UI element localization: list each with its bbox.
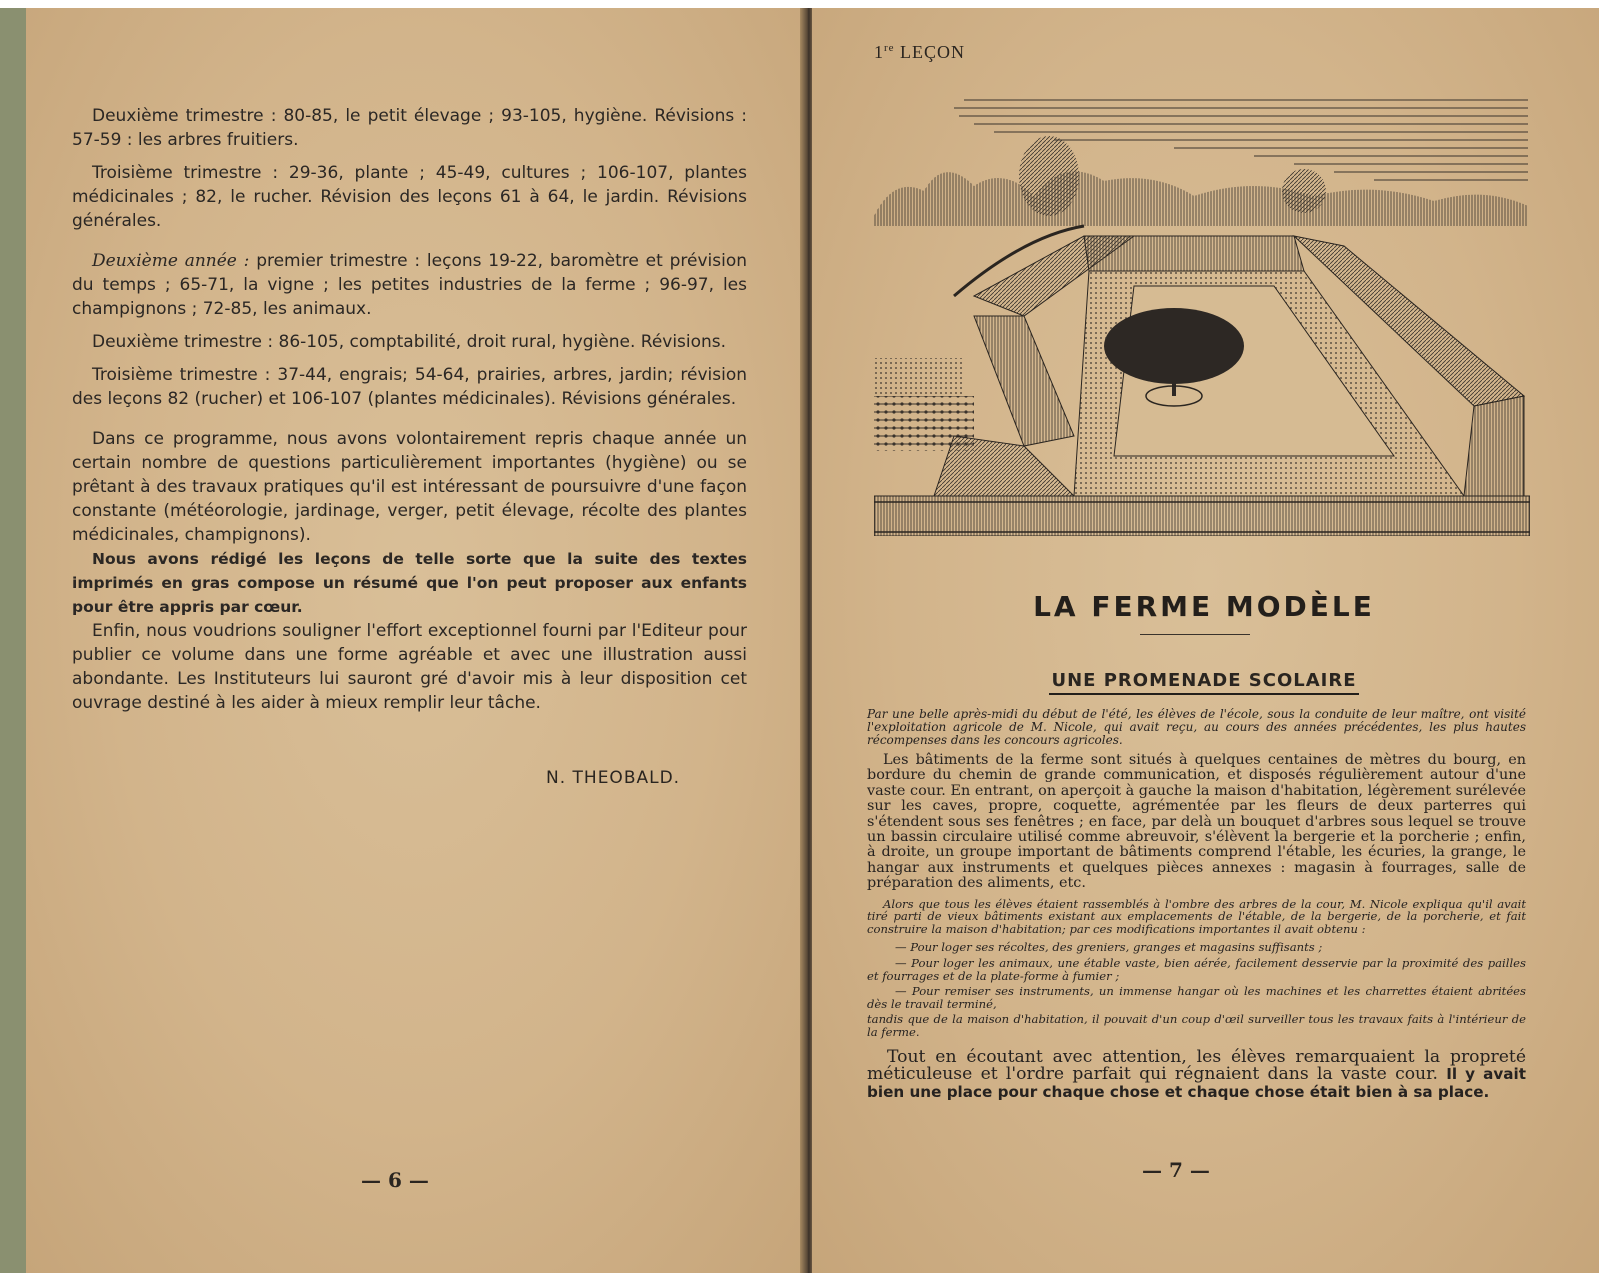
subtitle-wrapper [872,670,1536,695]
final-paragraph [867,1046,1526,1102]
deuxieme-annee-label: Deuxième année : [92,251,250,271]
intro-paragraph: Par une belle après-midi du début de l'été, les élèves de l'école, sous la conduite de leur maître, ont visité l'exploitation agricole de M. Nicole, qui avait reçu, au cours des années précédentes, les plus hautes récompenses dans les concours agricoles. [867,707,1526,747]
title-divider [1140,634,1250,635]
paragraph: Deuxième trimestre : 80-85, le petit élevage ; 93-105, hygiène. Révisions : 57-59 : les arbres fruitiers. [72,106,747,150]
page-title: LA FERME MODÈLE [1033,590,1375,623]
paragraph-programme: Dans ce programme, nous avons volontairement repris chaque année un certain nombre de questions particulièrement importantes (hygiène) ou se prêtant à des travaux pratiques qu'il est intéressant de poursuivre d'une façon constante (météorologie, jardinage, verger, petit élevage, récolte des plantes médicinales, champignons). [72,429,747,545]
paragraph-closing: Enfin, nous voudrions souligner l'effort exceptionnel fourni par l'Editeur pour publier ce volume dans une forme agréable et avec une illustration aussi abondante. Les Instituteurs lui sauront gré d'avoir mis à leur disposition cet ouvrage destiné à les aider à mieux remplir leur tâche. [72,621,747,713]
list-item: — Pour remiser ses instruments, un immense hangar où les machines et les charrettes étaient abritées dès le travail terminé, [867,984,1526,1011]
list-item: — Pour loger ses récoltes, des greniers, granges et magasins suffisants ; [895,940,1323,955]
right-page [812,8,1599,1273]
signature: N. THEOBALD. [546,768,681,788]
explanation-paragraph: Alors que tous les élèves étaient rassemblés à l'ombre des arbres de la cour, M. Nicole expliqua qu'il avait tiré parti de vieux bâtiments existant aux emplacements de l'étable, de la bergerie, de la porcherie, et fait construire la maison d'habitation; par ces modifications importantes il avait obtenu : [867,896,1526,936]
lecon-header [874,42,965,63]
lecon-word: LEÇON [894,42,966,62]
lecon-ordinal: re [884,42,895,54]
tandis-paragraph: tandis que de la maison d'habitation, il pouvait d'un coup d'œil surveiller tous les travaux faits à l'intérieur de la ferme. [867,1012,1526,1039]
paragraph: Deuxième trimestre : 86-105, comptabilité, droit rural, hygiène. Révisions. [92,332,727,352]
book-spread [0,8,1599,1273]
bold-note: Nous avons rédigé les leçons de telle sorte que la suite des textes imprimés en gras compose un résumé que l'on peut proposer aux enfants pour être appris par cœur. [72,550,747,616]
final-normal: Tout en écoutant avec attention, les élèves remarquaient la propreté méticuleuse et l'ordre parfait qui régnaient dans la vaste cour. [867,1046,1526,1085]
deuxieme-annee-text: premier trimestre : leçons 19-22, baromètre et prévision du temps ; 65-71, la vigne ; les petites industries de la ferme ; 96-97, les champignons ; 72-85, les animaux. [72,251,747,319]
list-item: — Pour loger les animaux, une étable vaste, bien aérée, facilement desservie par la proximité des pailles et fourrages et de la plate-forme à fumier ; [867,956,1526,983]
paragraph-deuxieme-annee [72,249,747,321]
page-number-right: — 7 — [1142,1158,1210,1182]
paragraph: Troisième trimestre : 29-36, plante ; 45-49, cultures ; 106-107, plantes médicinales ; 82, le rucher. Révision des leçons 61 à 64, le jardin. Révisions générales. [72,163,747,231]
body-paragraph: Les bâtiments de la ferme sont situés à quelques centaines de mètres du bourg, en bordure du chemin de grande communication, et disposés régulièrement autour d'une vaste cour. En entrant, on aperçoit à gauche la maison d'habitation, légèrement surélevée sur les caves, propre, coquette, agrémentée par les fleurs de deux parterres qui s'étendent sous ses fenêtres ; en face, par delà un bouquet d'arbres sous lequel se trouve un bassin circulaire utilisé comme abreuvoir, s'élèvent la bergerie et la porcherie ; enfin, à droite, un groupe important de bâtiments comprend l'étable, les écuries, la grange, le hangar aux instruments et quelques pièces annexes : magasin à fourrages, salle de préparation des aliments, etc. [867,752,1526,892]
page-number-left: — 6 — [361,1168,429,1192]
lecon-number: 1 [874,42,884,62]
left-page-text [72,104,747,715]
right-page-text [867,708,1526,1101]
paragraph: Troisième trimestre : 37-44, engrais; 54-64, prairies, arbres, jardin; révision des leçons 82 (rucher) et 106-107 (plantes médicinales). Révisions générales. [72,365,747,409]
left-page [0,8,805,1273]
final-bold-summary: Il y avait bien une place pour chaque chose et chaque chose était bien à sa place. [867,1065,1526,1101]
section-subtitle: UNE PROMENADE SCOLAIRE [1049,670,1358,695]
farm-illustration [874,96,1530,536]
